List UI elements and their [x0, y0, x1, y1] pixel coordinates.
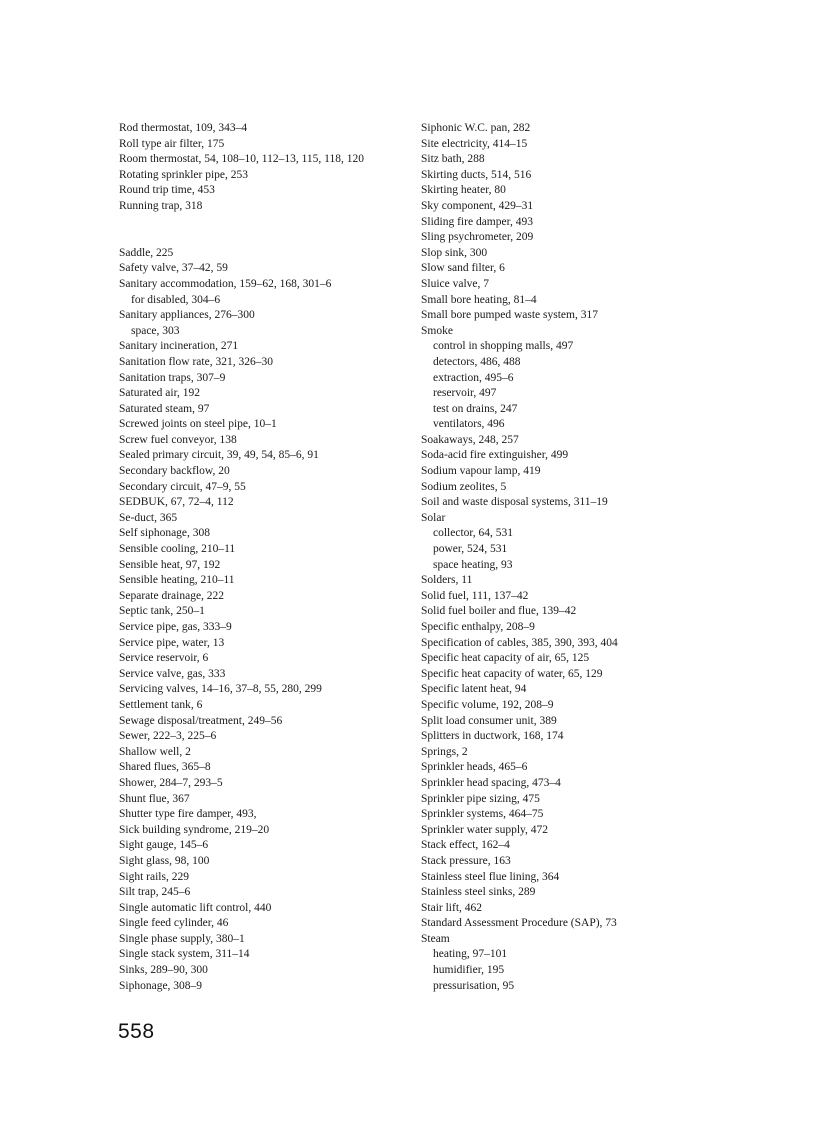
index-entry: Slow sand filter, 6: [421, 262, 505, 275]
index-subentry: pressurisation, 95: [433, 979, 515, 992]
index-entry: Single stack system, 311–14: [119, 948, 250, 961]
index-entry: Rotating sprinkler pipe, 253: [119, 168, 249, 181]
index-subentry: space heating, 93: [433, 558, 513, 571]
index-entry: Sprinkler head spacing, 473–4: [421, 776, 561, 789]
index-entry: Sodium vapour lamp, 419: [421, 465, 541, 478]
index-entry: Sliding fire damper, 493: [421, 215, 533, 228]
index-entry: Sprinkler water supply, 472: [421, 823, 549, 836]
index-entry: Sprinkler pipe sizing, 475: [421, 792, 540, 805]
index-entry: Specific volume, 192, 208–9: [421, 698, 554, 711]
index-subentry: detectors, 486, 488: [433, 355, 521, 368]
index-entry: Service valve, gas, 333: [119, 667, 226, 680]
index-entry: Sick building syndrome, 219–20: [119, 823, 270, 836]
index-entry: Solders, 11: [421, 574, 473, 587]
index-entry: Running trap, 318: [119, 199, 203, 212]
index-entry: Specific heat capacity of air, 65, 125: [421, 652, 590, 665]
index-entry: Silt trap, 245–6: [119, 886, 191, 899]
index-entry: Specific enthalpy, 208–9: [421, 621, 535, 633]
index-entry: Shower, 284–7, 293–5: [119, 776, 223, 789]
index-subentry: power, 524, 531: [433, 543, 508, 556]
index-entry: Sewer, 222–3, 225–6: [119, 730, 217, 743]
index-entry: Standard Assessment Procedure (SAP), 73: [421, 917, 617, 930]
index-entry: Screw fuel conveyor, 138: [119, 433, 237, 446]
index-entry: Sanitation flow rate, 321, 326–30: [119, 355, 273, 368]
index-entry: Service pipe, gas, 333–9: [119, 621, 232, 633]
index-entry: Self siphonage, 308: [119, 527, 211, 540]
index-heading: Solar: [421, 511, 446, 524]
index-column-left: [119, 121, 409, 994]
index-entry: Sprinkler systems, 464–75: [421, 808, 544, 821]
index-entry: Settlement tank, 6: [119, 698, 203, 711]
index-entry: Split load consumer unit, 389: [421, 714, 557, 727]
index-entry: Stainless steel sinks, 289: [421, 886, 536, 899]
index-entry: Sluice valve, 7: [421, 277, 490, 290]
index-entry: Sensible heat, 97, 192: [119, 558, 221, 571]
index-entry: Siphonage, 308–9: [119, 979, 203, 992]
index-subentry: ventilators, 496: [433, 418, 505, 431]
index-entry: Servicing valves, 14–16, 37–8, 55, 280, 299: [119, 683, 322, 696]
index-entry: Saddle, 225: [119, 246, 174, 259]
index-entry: Single phase supply, 380–1: [119, 932, 245, 945]
index-entry: SEDBUK, 67, 72–4, 112: [119, 496, 234, 509]
index-entry: Saturated air, 192: [119, 387, 200, 400]
index-entry: Stack effect, 162–4: [421, 839, 510, 852]
index-entry: Shutter type fire damper, 493,: [119, 808, 257, 821]
index-entry: Skirting ducts, 514, 516: [421, 168, 532, 181]
index-entry: Sanitary accommodation, 159–62, 168, 301–6: [119, 277, 332, 290]
index-entry: Siphonic W.C. pan, 282: [421, 122, 531, 134]
index-entry: Stack pressure, 163: [421, 854, 511, 867]
index-subentry: extraction, 495–6: [433, 371, 514, 384]
index-entry: Sealed primary circuit, 39, 49, 54, 85–6, 91: [119, 449, 319, 462]
index-entry: Sight gauge, 145–6: [119, 839, 209, 852]
index-entry: Solid fuel boiler and flue, 139–42: [421, 605, 577, 618]
index-entry: Solid fuel, 111, 137–42: [421, 589, 529, 602]
index-entry: Specific heat capacity of water, 65, 129: [421, 667, 603, 680]
index-entry: Sodium zeolites, 5: [421, 480, 507, 493]
index-entry: Sky component, 429–31: [421, 199, 534, 212]
index-entry: Splitters in ductwork, 168, 174: [421, 730, 564, 743]
index-entry: Single feed cylinder, 46: [119, 917, 229, 930]
index-entry: Sanitary incineration, 271: [119, 340, 239, 353]
index-subentry: for disabled, 304–6: [131, 293, 221, 306]
index-entry: Sanitary appliances, 276–300: [119, 309, 255, 322]
index-entry: Sanitation traps, 307–9: [119, 371, 226, 384]
index-entry: Secondary backflow, 20: [119, 465, 230, 478]
index-heading: Smoke: [421, 324, 453, 337]
index-entry: Soil and waste disposal systems, 311–19: [421, 496, 608, 509]
page-number: 558: [118, 1020, 155, 1043]
index-entry: Saturated steam, 97: [119, 402, 210, 415]
index-entry: Sensible cooling, 210–11: [119, 543, 236, 556]
index-subentry: heating, 97–101: [433, 948, 508, 961]
index-entry: Site electricity, 414–15: [421, 137, 528, 150]
index-entry: Specific latent heat, 94: [421, 683, 527, 696]
letter-group-gap: [119, 215, 409, 246]
index-entry: Se-duct, 365: [119, 511, 178, 524]
index-column-right: [421, 121, 711, 994]
index-subentry: space, 303: [131, 324, 180, 337]
index-subentry: humidifier, 195: [433, 964, 505, 977]
index-entry: Shared flues, 365–8: [119, 761, 211, 774]
index-entry: Springs, 2: [421, 745, 468, 758]
index-entry: Shunt flue, 367: [119, 792, 190, 805]
index-entry: Secondary circuit, 47–9, 55: [119, 480, 246, 493]
index-subentry: control in shopping malls, 497: [433, 340, 574, 353]
index-entry: Roll type air filter, 175: [119, 137, 225, 150]
index-entry: Sinks, 289–90, 300: [119, 964, 208, 977]
index-entry: Sling psychrometer, 209: [421, 231, 534, 244]
index-entry: Room thermostat, 54, 108–10, 112–13, 115, 118, 120: [119, 153, 365, 166]
index-entry: Sight rails, 229: [119, 870, 189, 883]
index-entry: Separate drainage, 222: [119, 589, 225, 602]
index-entry: Soakaways, 248, 257: [421, 433, 519, 446]
index-entry: Sewage disposal/treatment, 249–56: [119, 714, 283, 727]
index-subentry: reservoir, 497: [433, 387, 497, 400]
index-entry: Single automatic lift control, 440: [119, 901, 272, 914]
index-entry: Stainless steel flue lining, 364: [421, 870, 560, 883]
index-entry: Sensible heating, 210–11: [119, 574, 235, 587]
index-subentry: collector, 64, 531: [433, 527, 514, 540]
index-entry: Service reservoir, 6: [119, 652, 209, 665]
index-entry: Specification of cables, 385, 390, 393, 404: [421, 636, 618, 649]
index-entry: Shallow well, 2: [119, 745, 191, 758]
index-entry: Safety valve, 37–42, 59: [119, 262, 228, 275]
index-entry: Small bore pumped waste system, 317: [421, 309, 598, 322]
index-entry: Small bore heating, 81–4: [421, 293, 537, 306]
index-entry: Septic tank, 250–1: [119, 605, 205, 618]
index-heading: Steam: [421, 932, 450, 945]
index-entry: Sprinkler heads, 465–6: [421, 761, 528, 774]
index-entry: Screwed joints on steel pipe, 10–1: [119, 418, 277, 431]
index-entry: Skirting heater, 80: [421, 184, 506, 197]
index-entry: Rod thermostat, 109, 343–4: [119, 122, 248, 134]
index-subentry: test on drains, 247: [433, 402, 518, 415]
index-entry: Sitz bath, 288: [421, 153, 485, 166]
index-entry: Stair lift, 462: [421, 901, 483, 914]
index-entry: Soda-acid fire extinguisher, 499: [421, 449, 569, 462]
index-entry: Round trip time, 453: [119, 184, 215, 197]
index-entry: Slop sink, 300: [421, 246, 488, 259]
index-entry: Sight glass, 98, 100: [119, 854, 210, 867]
index-entry: Service pipe, water, 13: [119, 636, 225, 649]
